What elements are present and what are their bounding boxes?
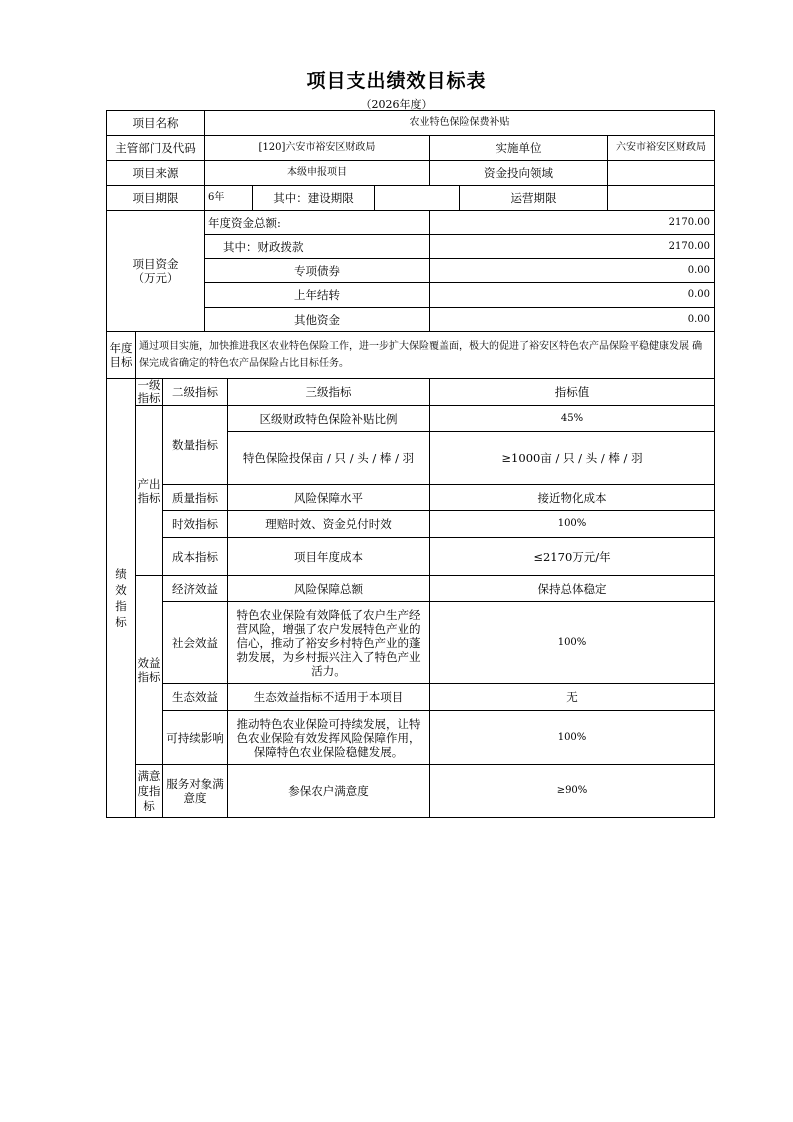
dept-label: 主管部门及代码: [107, 136, 205, 161]
risk-coverage-value: 接近物化成本: [430, 485, 715, 511]
service-satisfaction-label: 服务对象满意度: [163, 765, 228, 818]
funds-label-line2: （万元）: [132, 271, 179, 285]
table-row: [107, 161, 715, 186]
ecological-benefit-value: 无: [430, 684, 715, 711]
level3-header: 三级指标: [228, 379, 430, 406]
field-value: [608, 161, 715, 186]
funds-bond-value: 0.00: [430, 259, 715, 283]
funds-carryover-value: 0.00: [430, 283, 715, 308]
output-label-line2: 指标: [137, 490, 161, 505]
performance-goal-table: [106, 110, 715, 818]
level1-header: [136, 379, 163, 406]
subsidy-ratio-value: 45%: [430, 406, 715, 432]
satisfaction-indicator-label: [136, 765, 163, 818]
project-name-label: 项目名称: [107, 111, 205, 136]
benefit-label-line2: 指标: [137, 670, 161, 684]
cost-indicator-label: 成本指标: [163, 538, 228, 576]
farmer-satisfaction-name: 参保农户满意度: [228, 765, 430, 818]
table-row: [107, 684, 715, 711]
project-name-value: 农业特色保险保费补贴: [205, 111, 715, 136]
ecological-benefit-name: 生态效益指标不适用于本项目: [228, 684, 430, 711]
insured-quantity-value: ≥1000亩 / 只 / 头 / 棒 / 羽: [430, 432, 715, 485]
benefit-label-line1: 效益: [137, 656, 161, 670]
benefit-indicator-label: [136, 576, 163, 765]
table-row: [107, 186, 715, 211]
satisfaction-label-line2: 度指: [137, 783, 161, 798]
claim-timeliness-value: 100%: [430, 511, 715, 538]
quality-indicator-label: 质量指标: [163, 485, 228, 511]
insured-quantity-name: 特色保险投保亩 / 只 / 头 / 棒 / 羽: [228, 432, 430, 485]
funds-total-label: 年度资金总额:: [205, 211, 430, 235]
impl-unit-label: 实施单位: [430, 136, 608, 161]
sustainability-name: 推动特色农业保险可持续发展，让特色农业保险有效发挥风险保障作用，保障特色农业保险稳健发展。: [228, 711, 430, 765]
oper-period-value: [608, 186, 715, 211]
funds-total-value: 2170.00: [430, 211, 715, 235]
funds-bond-label: 专项债券: [205, 259, 430, 283]
claim-timeliness-name: 理赔时效、资金兑付时效: [228, 511, 430, 538]
table-row: [107, 538, 715, 576]
year-subtitle: （2026年度）: [360, 98, 433, 111]
table-row: [107, 406, 715, 432]
funds-other-label: 其他资金: [205, 308, 430, 332]
perf-indicator-label: [107, 379, 136, 818]
funds-label: [107, 211, 205, 332]
table-row: [107, 136, 715, 161]
perf-label-char: 指: [115, 599, 127, 613]
build-period-label: 其中：建设期限: [253, 186, 375, 211]
risk-coverage-name: 风险保障水平: [228, 485, 430, 511]
risk-total-value: 保持总体稳定: [430, 576, 715, 602]
period-label: 项目期限: [107, 186, 205, 211]
output-label-line1: 产出: [137, 476, 161, 491]
social-benefit-name: 特色农业保险有效降低了农户生产经营风险，增强了农户发展特色产业的信心，推动了裕安乡村特色产业的蓬勃发展，为乡村振兴注入了特色产业活力。: [228, 602, 430, 684]
source-label: 项目来源: [107, 161, 205, 186]
sustainability-value: 100%: [430, 711, 715, 765]
table-row: [107, 111, 715, 136]
impl-unit-value: 六安市裕安区财政局: [608, 136, 715, 161]
table-row: [107, 332, 715, 379]
period-value: 6年: [205, 186, 253, 211]
table-row: [107, 211, 715, 235]
table-row: [107, 576, 715, 602]
social-benefit-value: 100%: [430, 602, 715, 684]
sustainability-label: 可持续影响: [163, 711, 228, 765]
satisfaction-label-line1: 满意: [137, 768, 161, 783]
satisfaction-label-line3: 标: [143, 798, 155, 813]
ecological-benefit-label: 生态效益: [163, 684, 228, 711]
build-period-value: [375, 186, 460, 211]
annual-goal-text: 通过项目实施，加快推进我区农业特色保险工作，进一步扩大保险覆盖面，极大的促进了裕安区特色农产品保险平稳健康发展 确保完成省确定的特色农产品保险占比目标任务。: [136, 332, 715, 379]
economic-benefit-label: 经济效益: [163, 576, 228, 602]
output-indicator-label: [136, 406, 163, 576]
level1-header-line1: 一级: [137, 378, 161, 392]
funds-label-line1: 项目资金: [132, 257, 179, 271]
dept-value: [120]六安市裕安区财政局: [205, 136, 430, 161]
social-benefit-label: 社会效益: [163, 602, 228, 684]
table-row: [107, 379, 715, 406]
level2-header: 二级指标: [163, 379, 228, 406]
table-row: [107, 765, 715, 818]
value-header: 指标值: [430, 379, 715, 406]
annual-goal-label: [107, 332, 136, 379]
table-row: [107, 511, 715, 538]
farmer-satisfaction-value: ≥90%: [430, 765, 715, 818]
annual-cost-value: ≤2170万元/年: [430, 538, 715, 576]
perf-label-char: 标: [115, 615, 127, 629]
table-row: [107, 711, 715, 765]
funds-carryover-label: 上年结转: [205, 283, 430, 308]
oper-period-label: 运营期限: [460, 186, 608, 211]
funds-fiscal-label: 其中：财政拨款: [205, 235, 430, 259]
perf-label-char: 绩: [115, 567, 127, 581]
timeliness-indicator-label: 时效指标: [163, 511, 228, 538]
annual-goal-label-line1: 年度: [109, 341, 133, 355]
table-row: [107, 485, 715, 511]
source-value: 本级申报项目: [205, 161, 430, 186]
annual-cost-name: 项目年度成本: [228, 538, 430, 576]
level1-header-line2: 指标: [137, 391, 161, 405]
field-label: 资金投向领域: [430, 161, 608, 186]
funds-other-value: 0.00: [430, 308, 715, 332]
subsidy-ratio-name: 区级财政特色保险补贴比例: [228, 406, 430, 432]
annual-goal-label-line2: 目标: [109, 355, 133, 369]
perf-label-char: 效: [115, 583, 127, 597]
funds-fiscal-value: 2170.00: [430, 235, 715, 259]
table-row: [107, 602, 715, 684]
risk-total-name: 风险保障总额: [228, 576, 430, 602]
page-title: 项目支出绩效目标表: [306, 70, 487, 92]
quantity-indicator-label: 数量指标: [163, 406, 228, 485]
